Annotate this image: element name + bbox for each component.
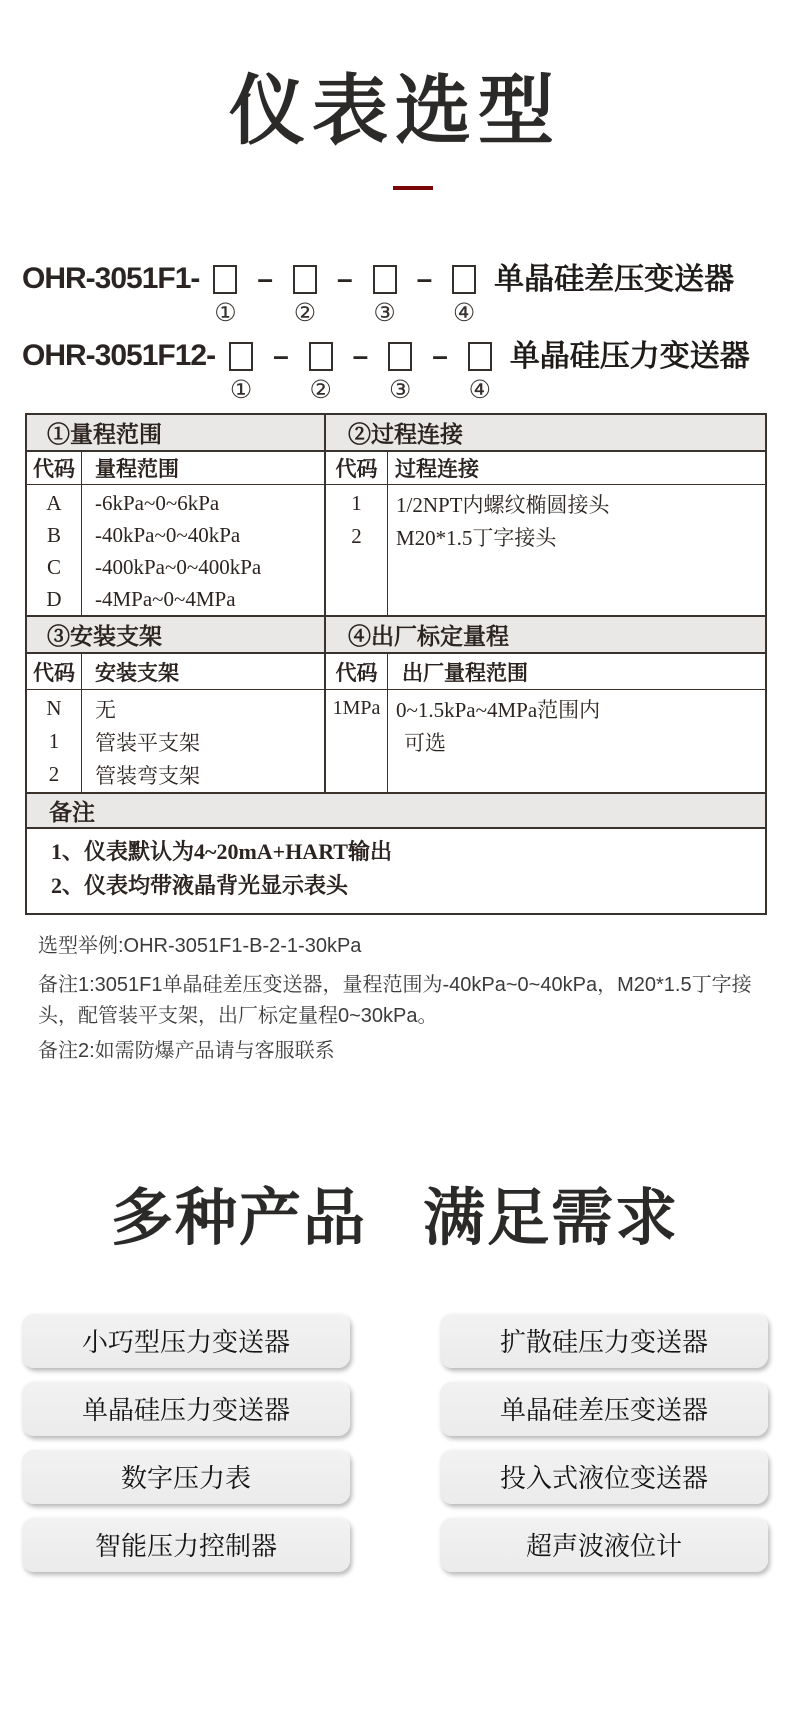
product-button-monocrystalline-pressure-transmitter[interactable]: 单晶硅压力变送器 [22, 1381, 350, 1436]
product-button-digital-pressure-gauge[interactable]: 数字压力表 [22, 1449, 350, 1504]
section2-title: ②过程连接 [348, 422, 463, 447]
code-box [468, 342, 492, 371]
circled-number-4: ④ [452, 300, 476, 327]
table-cell: 管装平支架 [95, 730, 200, 755]
product-button-diffused-silicon-pressure-transmitter[interactable]: 扩散硅压力变送器 [440, 1313, 768, 1368]
code-box [452, 265, 476, 294]
table-subheader-row-2 [27, 654, 765, 690]
col-header-factory-range: 出厂量程范围 [402, 660, 528, 685]
table-cell: 1 [351, 491, 362, 515]
circled-number-3: ③ [373, 300, 396, 327]
model-slot-2 [303, 339, 339, 404]
code-box [293, 265, 317, 294]
model-product-name: 单晶硅差压变送器 [494, 263, 735, 296]
bracket-values [82, 690, 326, 792]
code-box [213, 265, 237, 294]
col-header-code: 代码 [326, 452, 388, 484]
red-divider [393, 186, 433, 190]
table-cell: C [46, 554, 61, 579]
table-cell: A [46, 490, 62, 515]
dash: – [257, 263, 273, 294]
section4-title: ④出厂标定量程 [348, 624, 509, 649]
table-cell: 无 [95, 697, 116, 722]
model-prefix: OHR-3051F12- [22, 339, 216, 372]
circled-number-1: ① [229, 377, 253, 404]
remarks-body [27, 829, 765, 913]
page-title: 仪表选型 [229, 69, 561, 154]
table-cell: -40kPa~0~40kPa [95, 522, 241, 547]
col-header-bracket: 安装支架 [82, 654, 326, 689]
table-section-header-row-1 [27, 415, 765, 452]
table-cell: 0~1.5kPa~4MPa范围内 [396, 697, 601, 722]
remark-line: 1、仪表默认为4~20mA+HART输出 [51, 839, 392, 864]
products-grid [22, 1313, 768, 1572]
circled-number-3: ③ [389, 377, 412, 404]
table-cell: B [46, 522, 61, 547]
col-header-code: 代码 [326, 654, 388, 689]
dash: – [416, 263, 433, 294]
factory-range-codes [326, 690, 388, 792]
table-cell: 管装弯支架 [95, 763, 200, 788]
table-cell: -6kPa~0~6kPa [95, 490, 220, 515]
dash: – [336, 263, 353, 294]
table-cell: 1MPa [332, 697, 381, 719]
col-header-range: 量程范围 [82, 452, 326, 484]
table-body-1 [27, 485, 765, 617]
remark-line: 2、仪表均带液晶背光显示表头 [51, 873, 349, 898]
model-product-name: 单晶硅压力变送器 [509, 340, 750, 373]
note-1: 备注1:3051F1单晶硅差压变送器，量程范围为-40kPa~0~40kPa，M20*1.5丁字接头，配管装平支架，出厂标定量程0~30kPa。 [38, 974, 752, 1027]
product-button-compact-pressure-transmitter[interactable]: 小巧型压力变送器 [22, 1313, 350, 1368]
table-cell: -4MPa~0~4MPa [95, 586, 236, 611]
model-slot-1 [223, 339, 259, 404]
table-section-header-row-2 [27, 617, 765, 654]
selection-example: 选型举例:OHR-3051F1-B-2-1-30kPa [38, 935, 362, 957]
model-slot-3 [382, 339, 418, 404]
col-header-code: 代码 [27, 452, 82, 484]
table-cell: 2 [351, 524, 362, 548]
model-slot-1 [207, 262, 243, 327]
table-cell: 可选 [404, 730, 446, 755]
code-box [373, 265, 397, 294]
col-header-connection: 过程连接 [395, 457, 479, 481]
dash: – [432, 340, 448, 371]
code-box [229, 342, 253, 371]
table-cell: 1 [48, 729, 60, 753]
range-values [82, 485, 326, 615]
section1-title: ①量程范围 [27, 415, 326, 450]
remarks-header: 备注 [27, 794, 765, 829]
table-cell: D [46, 586, 62, 611]
table-subheader-row-1 [27, 452, 765, 485]
section3-title: ③安装支架 [27, 617, 326, 652]
dash: – [273, 340, 289, 371]
model-line-pressure [22, 339, 768, 404]
bracket-codes [27, 690, 82, 792]
product-button-ultrasonic-level-meter[interactable]: 超声波液位计 [440, 1517, 768, 1572]
model-line-differential [22, 262, 768, 327]
table-cell: 2 [48, 762, 60, 786]
table-cell [326, 725, 387, 758]
circled-number-1: ① [214, 300, 237, 327]
circled-number-2: ② [293, 300, 317, 327]
product-button-submersible-level-transmitter[interactable]: 投入式液位变送器 [440, 1449, 768, 1504]
notes-section [38, 932, 754, 1071]
selection-table [25, 413, 767, 915]
table-cell: -400kPa~0~400kPa [95, 554, 262, 579]
range-codes [27, 485, 82, 615]
table-cell: N [46, 696, 62, 720]
connection-codes [326, 485, 388, 615]
circled-number-4: ④ [468, 377, 492, 404]
dash: – [352, 340, 369, 371]
note-2: 备注2:如需防爆产品请与客服联系 [38, 1040, 335, 1062]
table-body-2 [27, 690, 765, 794]
model-code-section [22, 262, 768, 404]
model-slot-4 [462, 339, 498, 404]
table-cell: 1/2NPT内螺纹椭圆接头 [396, 492, 610, 517]
table-cell: M20*1.5丁字接头 [396, 525, 557, 550]
circled-number-2: ② [309, 377, 332, 404]
products-heading-right: 满足需求 [423, 1184, 680, 1253]
code-box [388, 342, 412, 371]
products-heading [0, 1168, 790, 1257]
model-prefix: OHR-3051F1- [22, 262, 200, 295]
factory-range-values [388, 690, 765, 792]
model-slot-4 [446, 262, 482, 327]
code-box [309, 342, 333, 371]
model-slot-3 [367, 262, 403, 327]
products-heading-left: 多种产品 [110, 1184, 367, 1253]
product-button-smart-pressure-controller[interactable]: 智能压力控制器 [22, 1517, 350, 1572]
connection-values [388, 485, 765, 615]
col-header-code: 代码 [27, 654, 82, 689]
product-button-monocrystalline-dp-transmitter[interactable]: 单晶硅差压变送器 [440, 1381, 768, 1436]
model-slot-2 [287, 262, 323, 327]
